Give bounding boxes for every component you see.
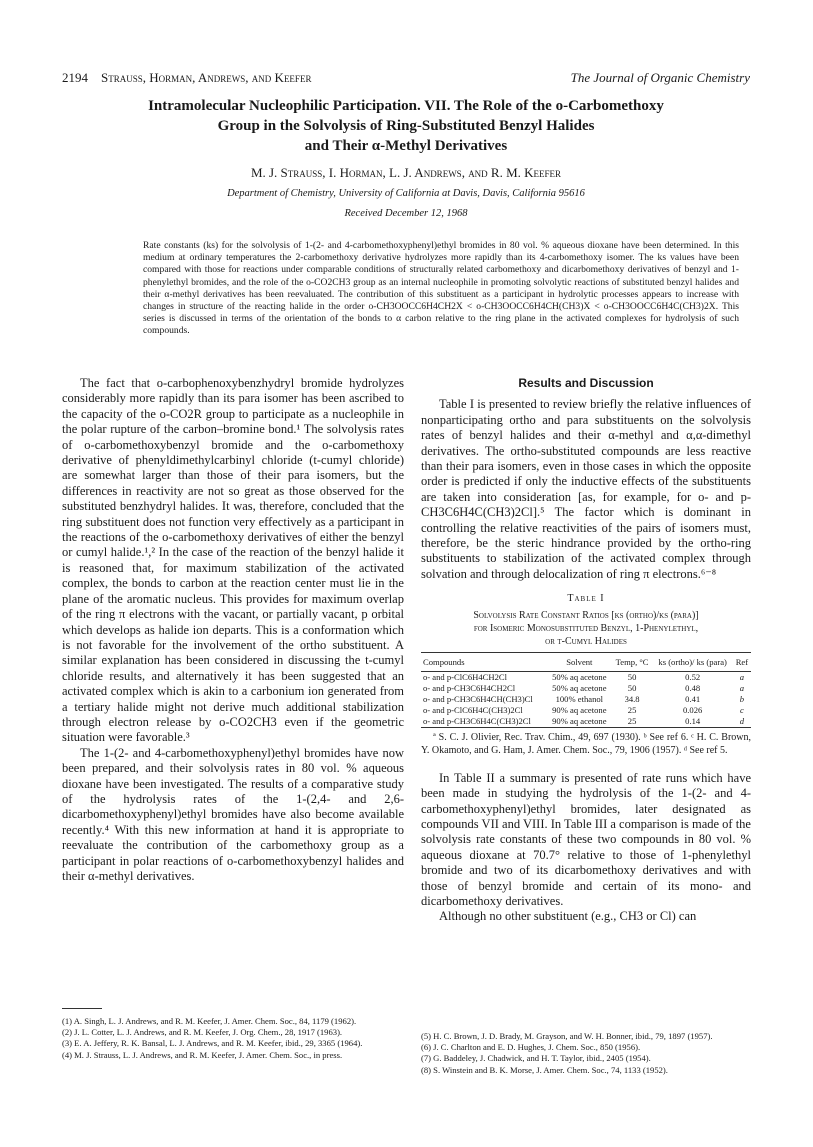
cell-ref: a (739, 682, 745, 693)
cell-compound: o- and p-CH3C6H4C(CH3)2Cl (421, 716, 547, 728)
cell-temp: 25 (627, 704, 637, 715)
caption-line: Solvolysis Rate Constant Ratios [ks (ortho)/ks (para)] (473, 610, 699, 622)
cell-ref: c (739, 704, 744, 715)
footnote: (2) J. L. Cotter, L. J. Andrews, and R. M. Keefer, J. Org. Chem., 28, 1917 (1963). (62, 1027, 343, 1038)
cell-ratio: 0.52 (685, 671, 701, 682)
cell-solvent: 90% aq acetone (547, 716, 612, 728)
caption-line: or t-Cumyl Halides (545, 636, 627, 648)
table-row (421, 694, 751, 705)
paragraph: In Table II a summary is presented of rate runs which have been made in studying the hydrolysis of the 1-(2- and 4-carbomethoxyphenyl)ethyl bromides, later designated as compounds VII and VIII. In Table III a comparison is made of the solvolysis rate constants of these two compounds in 80 vol. % aqueous dioxane at 70.7° relative to those of 1-phenylethyl bromide and two of its dicarbomethoxy derivatives and with those of benzyl bromide and certain of its mono- and dicarbomethoxy derivatives. (421, 770, 751, 908)
col-header-solvent: Solvent (547, 655, 612, 671)
cell-temp: 50 (627, 671, 637, 682)
cell-solvent: 50% aq acetone (552, 671, 607, 682)
running-authors: Strauss, Horman, Andrews, and Keefer (101, 70, 312, 85)
footnote: (6) J. C. Charlton and E. D. Hughes, J. Chem. Soc., 850 (1956). (421, 1042, 641, 1053)
cell-ref: a (739, 671, 745, 682)
footnote: (7) G. Baddeley, J. Chadwick, and H. T. Taylor, ibid., 2405 (1954). (421, 1053, 651, 1064)
footnotes-right (421, 1031, 751, 1076)
table-footnotes: ª S. C. J. Olivier, Rec. Trav. Chim., 49, 697 (1930). ᵇ See ref 6. ᶜ H. C. Brown, Y. Okamoto, and G. Ham, J. Amer. Chem. Soc., 79, 1906 (1957). ᵈ See ref 5. (421, 731, 751, 756)
left-column (62, 376, 404, 884)
cell-temp: 25 (612, 716, 653, 728)
col-header-ratio: ks (ortho)/ ks (para) (653, 655, 733, 671)
cell-compound: o- and p-ClC6H4C(CH3)2Cl (423, 704, 523, 715)
right-column (421, 376, 751, 925)
paragraph: The 1-(2- and 4-carbomethoxyphenyl)ethyl bromides have now been prepared, and their solvolysis rates in 80 vol. % aqueous dioxane have been investigated. The results of a comparative study of the hydrolysis rates of the 1-(2,4- and 2,6-dicarbomethoxyphenyl)ethyl bromides have also become available recently.⁴ With this new information at hand it is appropriate to reevaluate the contribution of the carbomethoxy group as a participant in polar reactions of o-carbomethoxybenzyl halides and their α-methyl derivatives. (62, 745, 404, 883)
cell-ratio: 0.14 (653, 716, 733, 728)
table-label: Table I (567, 593, 605, 605)
table-row (421, 705, 751, 716)
article-title (62, 96, 750, 156)
footnote: (8) S. Winstein and B. K. Morse, J. Amer. Chem. Soc., 74, 1133 (1952). (421, 1064, 668, 1075)
paragraph: Although no other substituent (e.g., CH3 or Cl) can (439, 909, 697, 924)
title-line: Group in the Solvolysis of Ring-Substituted Benzyl Halides (217, 118, 595, 134)
table-caption (421, 592, 751, 648)
table-row (421, 671, 751, 683)
cell-solvent: 100% ethanol (555, 693, 604, 704)
footnote: (3) E. A. Jeffery, R. K. Bansal, L. J. Andrews, and R. M. Keefer, ibid., 29, 3365 (1964). (62, 1038, 363, 1049)
col-header-temp: Temp, °C (612, 655, 653, 671)
col-header-ref: Ref (733, 655, 751, 671)
title-line: and Their α-Methyl Derivatives (304, 138, 508, 154)
cell-solvent: 50% aq acetone (552, 682, 607, 693)
cell-compound: o- and p-CH3C6H4CH(CH3)Cl (423, 693, 533, 704)
table-row (421, 716, 751, 728)
abstract: Rate constants (ks) for the solvolysis of 1-(2- and 4-carbomethoxyphenyl)ethyl bromides in 80 vol. % aqueous dioxane have been determined. In this medium at ordinary temperatures the 2-carbomethoxy derivative hydrolyzes more rapidly than its 4-carbomethoxy isomer. The ks values have been compared with those for reactions under comparable conditions of structurally related carbomethoxy and dicarbomethoxy derivatives of benzyl and 1-phenylethyl bromides, and the role of the o-CO2CH3 group as an internal nucleophile in promoting solvolytic reactions of substituted benzyl halides and their α-methyl derivatives has been reevaluated. The contribution of this substituent as a participant in hydrolytic processes appears to increase with changes in structure of the reacting halide in the order o-CH3OOCC6H4CH2X < o-CH3OOCC6H4CH(CH3)X < o-CH3OOCC6H4C(CH3)2X. This series is discussed in terms of the orientation of the bonds to α carbon relative to the ring plane in the activated complexes for hydrolysis of such compounds. (143, 240, 739, 337)
cell-compound: o- and p-CH3C6H4CH2Cl (423, 682, 516, 693)
cell-temp: 50 (627, 682, 637, 693)
page-number: 2194 (62, 70, 88, 85)
caption-line: for Isomeric Monosubstituted Benzyl, 1-Phenylethyl, (473, 623, 699, 635)
cell-ratio: 0.41 (685, 693, 701, 704)
footnote: (5) H. C. Brown, J. D. Brady, M. Grayson, and W. H. Bonner, ibid., 79, 1897 (1957). (421, 1031, 713, 1041)
cell-compound: o- and p-ClC6H4CH2Cl (423, 671, 508, 682)
table-row (421, 683, 751, 694)
col-header-compounds: Compounds (421, 655, 547, 671)
footnote: (4) M. J. Strauss, L. J. Andrews, and R. M. Keefer, J. Amer. Chem. Soc., in press. (62, 1049, 343, 1060)
author-list: M. J. Strauss, I. Horman, L. J. Andrews, and R. M. Keefer (250, 165, 562, 180)
paragraph: The fact that o-carbophenoxybenzhydryl bromide hydrolyzes considerably more rapidly than its para isomer has been ascribed to the capacity of the o-CO2R group to participate as a nucleophile in the polar rupture of the carbon–bromine bond.¹ The solvolysis rates of o-carbomethoxybenzyl bromide and the o-carbomethoxy derivative of phenyldimethylcarbinyl chloride (t-cumyl chloride) are somewhat larger than those of their para isomers, but the differences in reactivity are not so great as those observed for the substituted benzhydryl halides. It was, therefore, concluded that the ring substituent does not function very effectively as a participant in the reactions of the o-carbomethoxy derivatives of either the benzyl or cumyl halide.¹,² In the case of the reaction of the benzyl halide it is reasoned that, for maximum stabilization of the activated complex, the bonds to carbon at the reaction center must lie in the plane of the aromatic nucleus. This provides for maximum overlap of the ring π electrons with the vacant, or partially vacant, p orbital which develops as halide ion departs. This is a conformation which is not favorable for the involvement of the ortho substituent. A similar explanation has been considered in discussing the t-cumyl chloride results, and alternatively it has been suggested that an activated complex which is akin to a carbonium ion generated from a tertiary halide might not derive much additional stabilization through electron release by o-CO2CH3 even if the geometric situation were favorable.³ (62, 376, 404, 745)
cell-temp: 34.8 (624, 693, 640, 704)
rate-ratio-table (421, 652, 751, 727)
cell-ref: d (733, 716, 751, 728)
cell-ref: b (739, 693, 745, 704)
cell-ratio: 0.026 (682, 704, 703, 715)
footnote: (1) A. Singh, L. J. Andrews, and R. M. Keefer, J. Amer. Chem. Soc., 84, 1179 (1962). (62, 1016, 357, 1026)
paragraph: Table I is presented to review briefly the relative influences of nonparticipating ortho and para substituents on the solvolysis rates of benzyl halides and their α-methyl and α,α-dimethyl derivatives. The ortho-substituted compounds are less reactive than their para isomers, even in those cases in which the opposite order is predicted if only the inductive effects of the substituents are taken into consideration [as, for example, for o- and p-CH3C6H4C(CH3)2Cl].⁵ The factor which is dominant in controlling the relative reactivities of the pairs of isomers must, therefore, be the steric hindrance provided by the ortho-ring substituents to stabilization of the activated complex through solvation and through delocalization of ring π electrons.⁶⁻⁸ (421, 397, 751, 581)
footnotes-left (62, 1016, 404, 1061)
footnote-rule (62, 1008, 102, 1009)
running-header (62, 70, 750, 90)
section-heading: Results and Discussion (518, 376, 654, 390)
journal-name: The Journal of Organic Chemistry (570, 70, 750, 85)
received-date: Received December 12, 1968 (344, 208, 468, 219)
cell-ratio: 0.48 (685, 682, 701, 693)
cell-solvent: 90% aq acetone (552, 704, 607, 715)
affiliation: Department of Chemistry, University of California at Davis, Davis, California 95616 (227, 188, 585, 199)
title-line: Intramolecular Nucleophilic Participation. VII. The Role of the o-Carbomethoxy (148, 98, 664, 114)
